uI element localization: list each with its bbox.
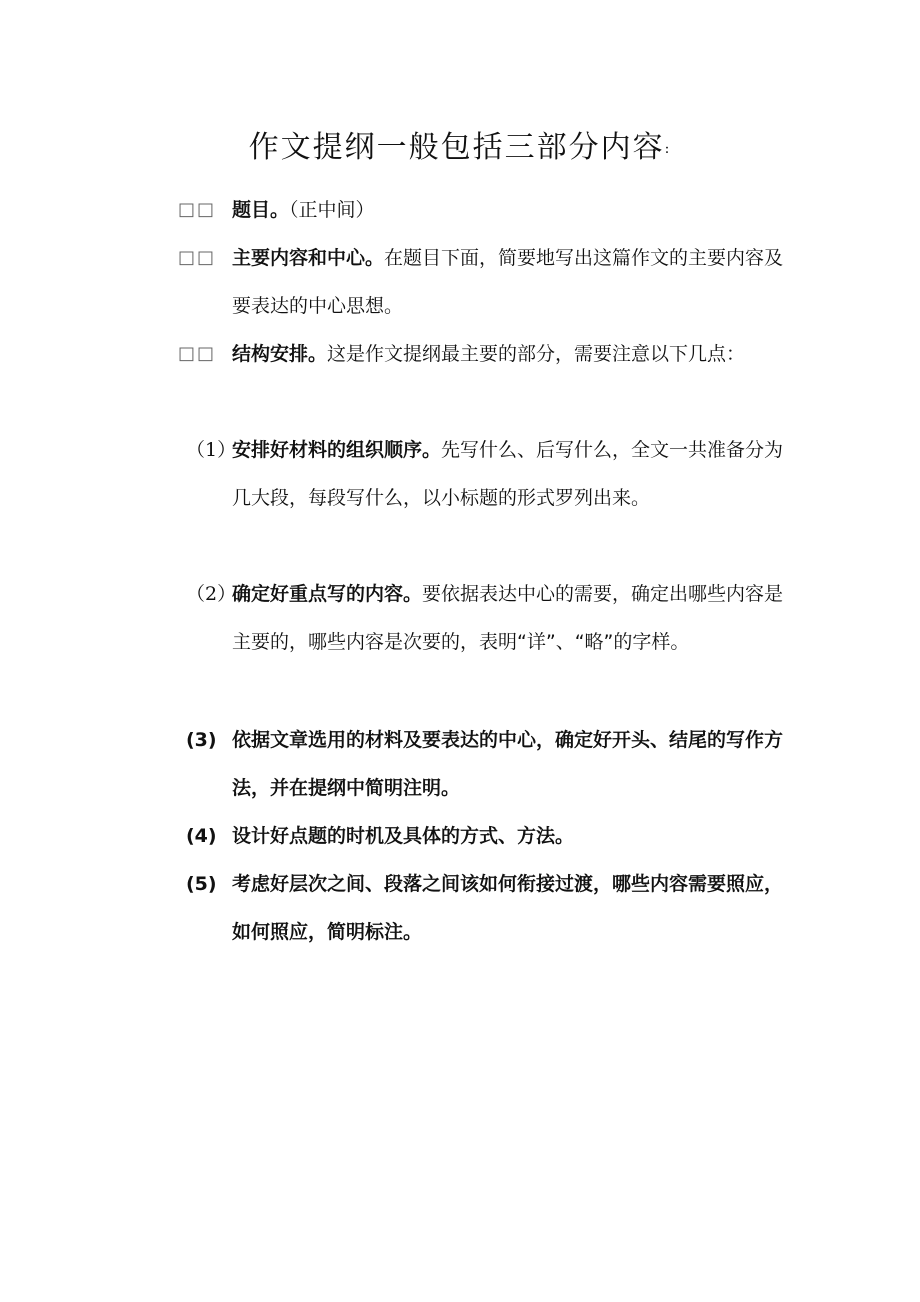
item-marker: （2） [186,583,237,605]
title-colon: : [664,141,672,157]
item-heading: 结构安排。 [232,343,328,365]
item-body: 要依据表达中心的需要，确定出哪些内容是主要的，哪些内容是次要的，表明“详”、“略”的字样。 [232,583,784,653]
item-text: 依据文章选用的材料及要表达的中心，确定好开头、结尾的写作方法，并在提纲中简明注明。 [232,729,784,799]
item-text [232,570,792,666]
item-marker: □□ [178,199,217,220]
document-title [0,122,920,166]
item-body: 先写什么、后写什么，全文一共准备分为几大段，每段写什么，以小标题的形式罗列出来。 [232,439,784,509]
item-marker: （1） [186,439,237,461]
item-marker: (3) [186,729,217,751]
item-text [232,426,792,522]
item-text: 设计好点题的时机及具体的方式、方法。 [232,825,575,847]
item-heading: 确定好重点写的内容。 [232,583,423,605]
item-marker: (5) [186,873,217,895]
item-marker: □□ [178,247,217,268]
item-body: 这是作文提纲最主要的部分，需要注意以下几点： [327,343,746,365]
title-text: 作文提纲一般包括三部分内容 [248,130,665,165]
item-body: 在题目下面，简要地写出这篇作文的主要内容及要表达的中心思想。 [232,247,784,317]
item-marker: □□ [178,343,217,364]
item-text [232,186,792,234]
item-heading: 题目。 [232,199,290,221]
item-heading: 主要内容和中心。 [232,247,385,269]
item-heading: 安排好材料的组织顺序。 [232,439,442,461]
item-body: （正中间） [289,199,375,221]
item-text: 考虑好层次之间、段落之间该如何衔接过渡，哪些内容需要照应，如何照应，简明标注。 [232,873,784,943]
item-text [232,330,792,378]
item-marker: (4) [186,825,217,847]
item-text [232,234,792,330]
